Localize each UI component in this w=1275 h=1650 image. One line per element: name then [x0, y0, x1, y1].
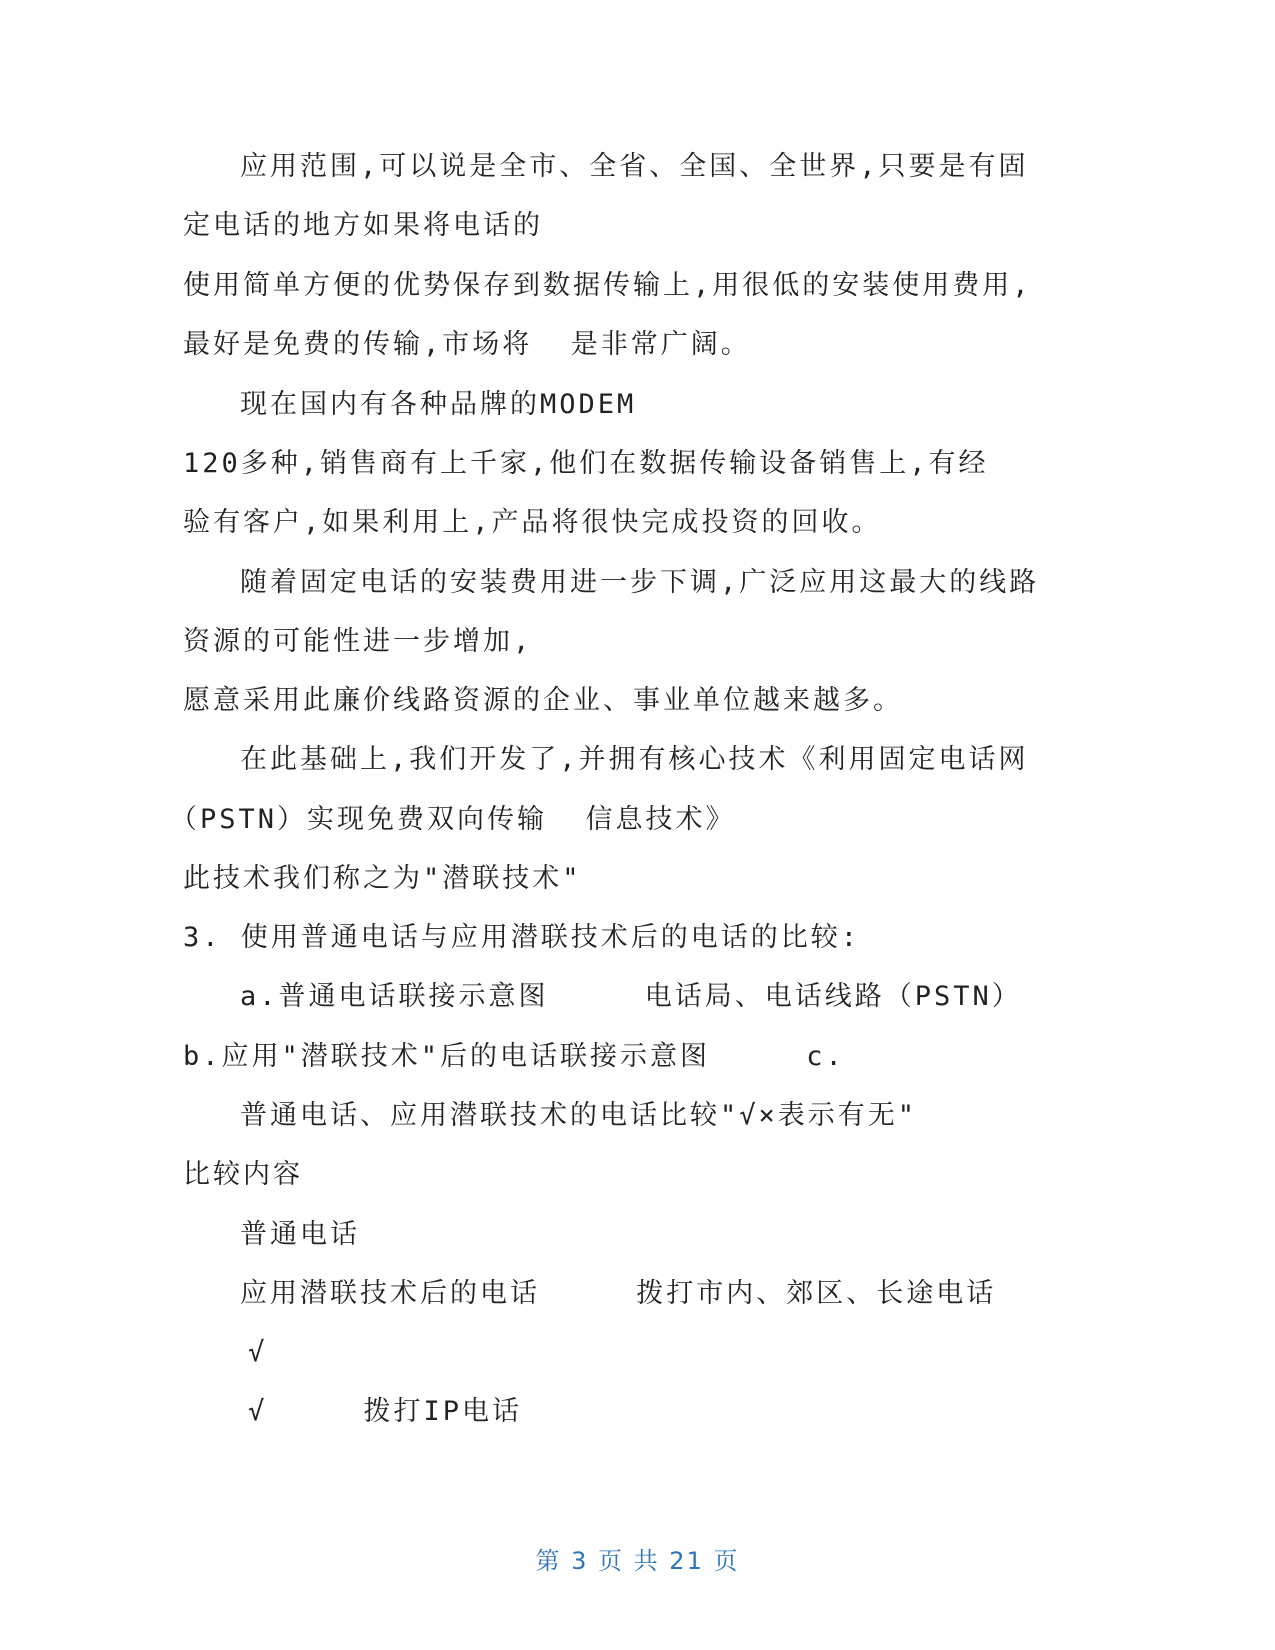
paragraph-line: 最好是免费的传输,市场将 是非常广阔。	[183, 329, 751, 360]
table-cell: √ 拨打IP电话	[248, 1396, 523, 1427]
paragraph-line: 随着固定电话的安装费用进一步下调,广泛应用这最大的线路	[240, 567, 1040, 598]
table-cell: 普通电话	[240, 1219, 360, 1250]
paragraph-line: 120多种,销售商有上千家,他们在数据传输设备销售上,有经	[183, 448, 989, 479]
paragraph-line: 资源的可能性进一步增加,	[183, 626, 533, 657]
paragraph-line: 验有客户,如果利用上,产品将很快完成投资的回收。	[183, 507, 882, 538]
paragraph-line: 此技术我们称之为"潜联技术"	[183, 863, 582, 894]
paragraph-line: 应用范围,可以说是全市、全省、全国、全世界,只要是有固	[240, 151, 1029, 182]
paragraph-line: 普通电话、应用潜联技术的电话比较"√×表示有无"	[240, 1100, 918, 1131]
section-heading: 3. 使用普通电话与应用潜联技术后的电话的比较:	[183, 922, 861, 953]
paragraph-line: （PSTN）实现免费双向传输 信息技术》	[170, 804, 736, 835]
list-item: b.应用"潜联技术"后的电话联接示意图 c.	[183, 1041, 845, 1072]
checkmark-cell: √	[248, 1337, 268, 1368]
paragraph-line: 愿意采用此廉价线路资源的企业、事业单位越来越多。	[183, 685, 903, 716]
table-cell: 比较内容	[183, 1159, 303, 1190]
paragraph-line: 使用简单方便的优势保存到数据传输上,用很低的安装使用费用,	[183, 270, 1032, 301]
paragraph-line: 在此基础上,我们开发了,并拥有核心技术《利用固定电话网	[240, 744, 1029, 775]
paragraph-line: 现在国内有各种品牌的MODEM	[240, 389, 637, 420]
page-number-footer: 第 3 页 共 21 页	[535, 1547, 740, 1575]
paragraph-line: 定电话的地方如果将电话的	[183, 210, 543, 241]
list-item: a.普通电话联接示意图 电话局、电话线路（PSTN）	[240, 981, 1022, 1012]
table-cell: 应用潜联技术后的电话 拨打市内、郊区、长途电话	[240, 1278, 997, 1309]
